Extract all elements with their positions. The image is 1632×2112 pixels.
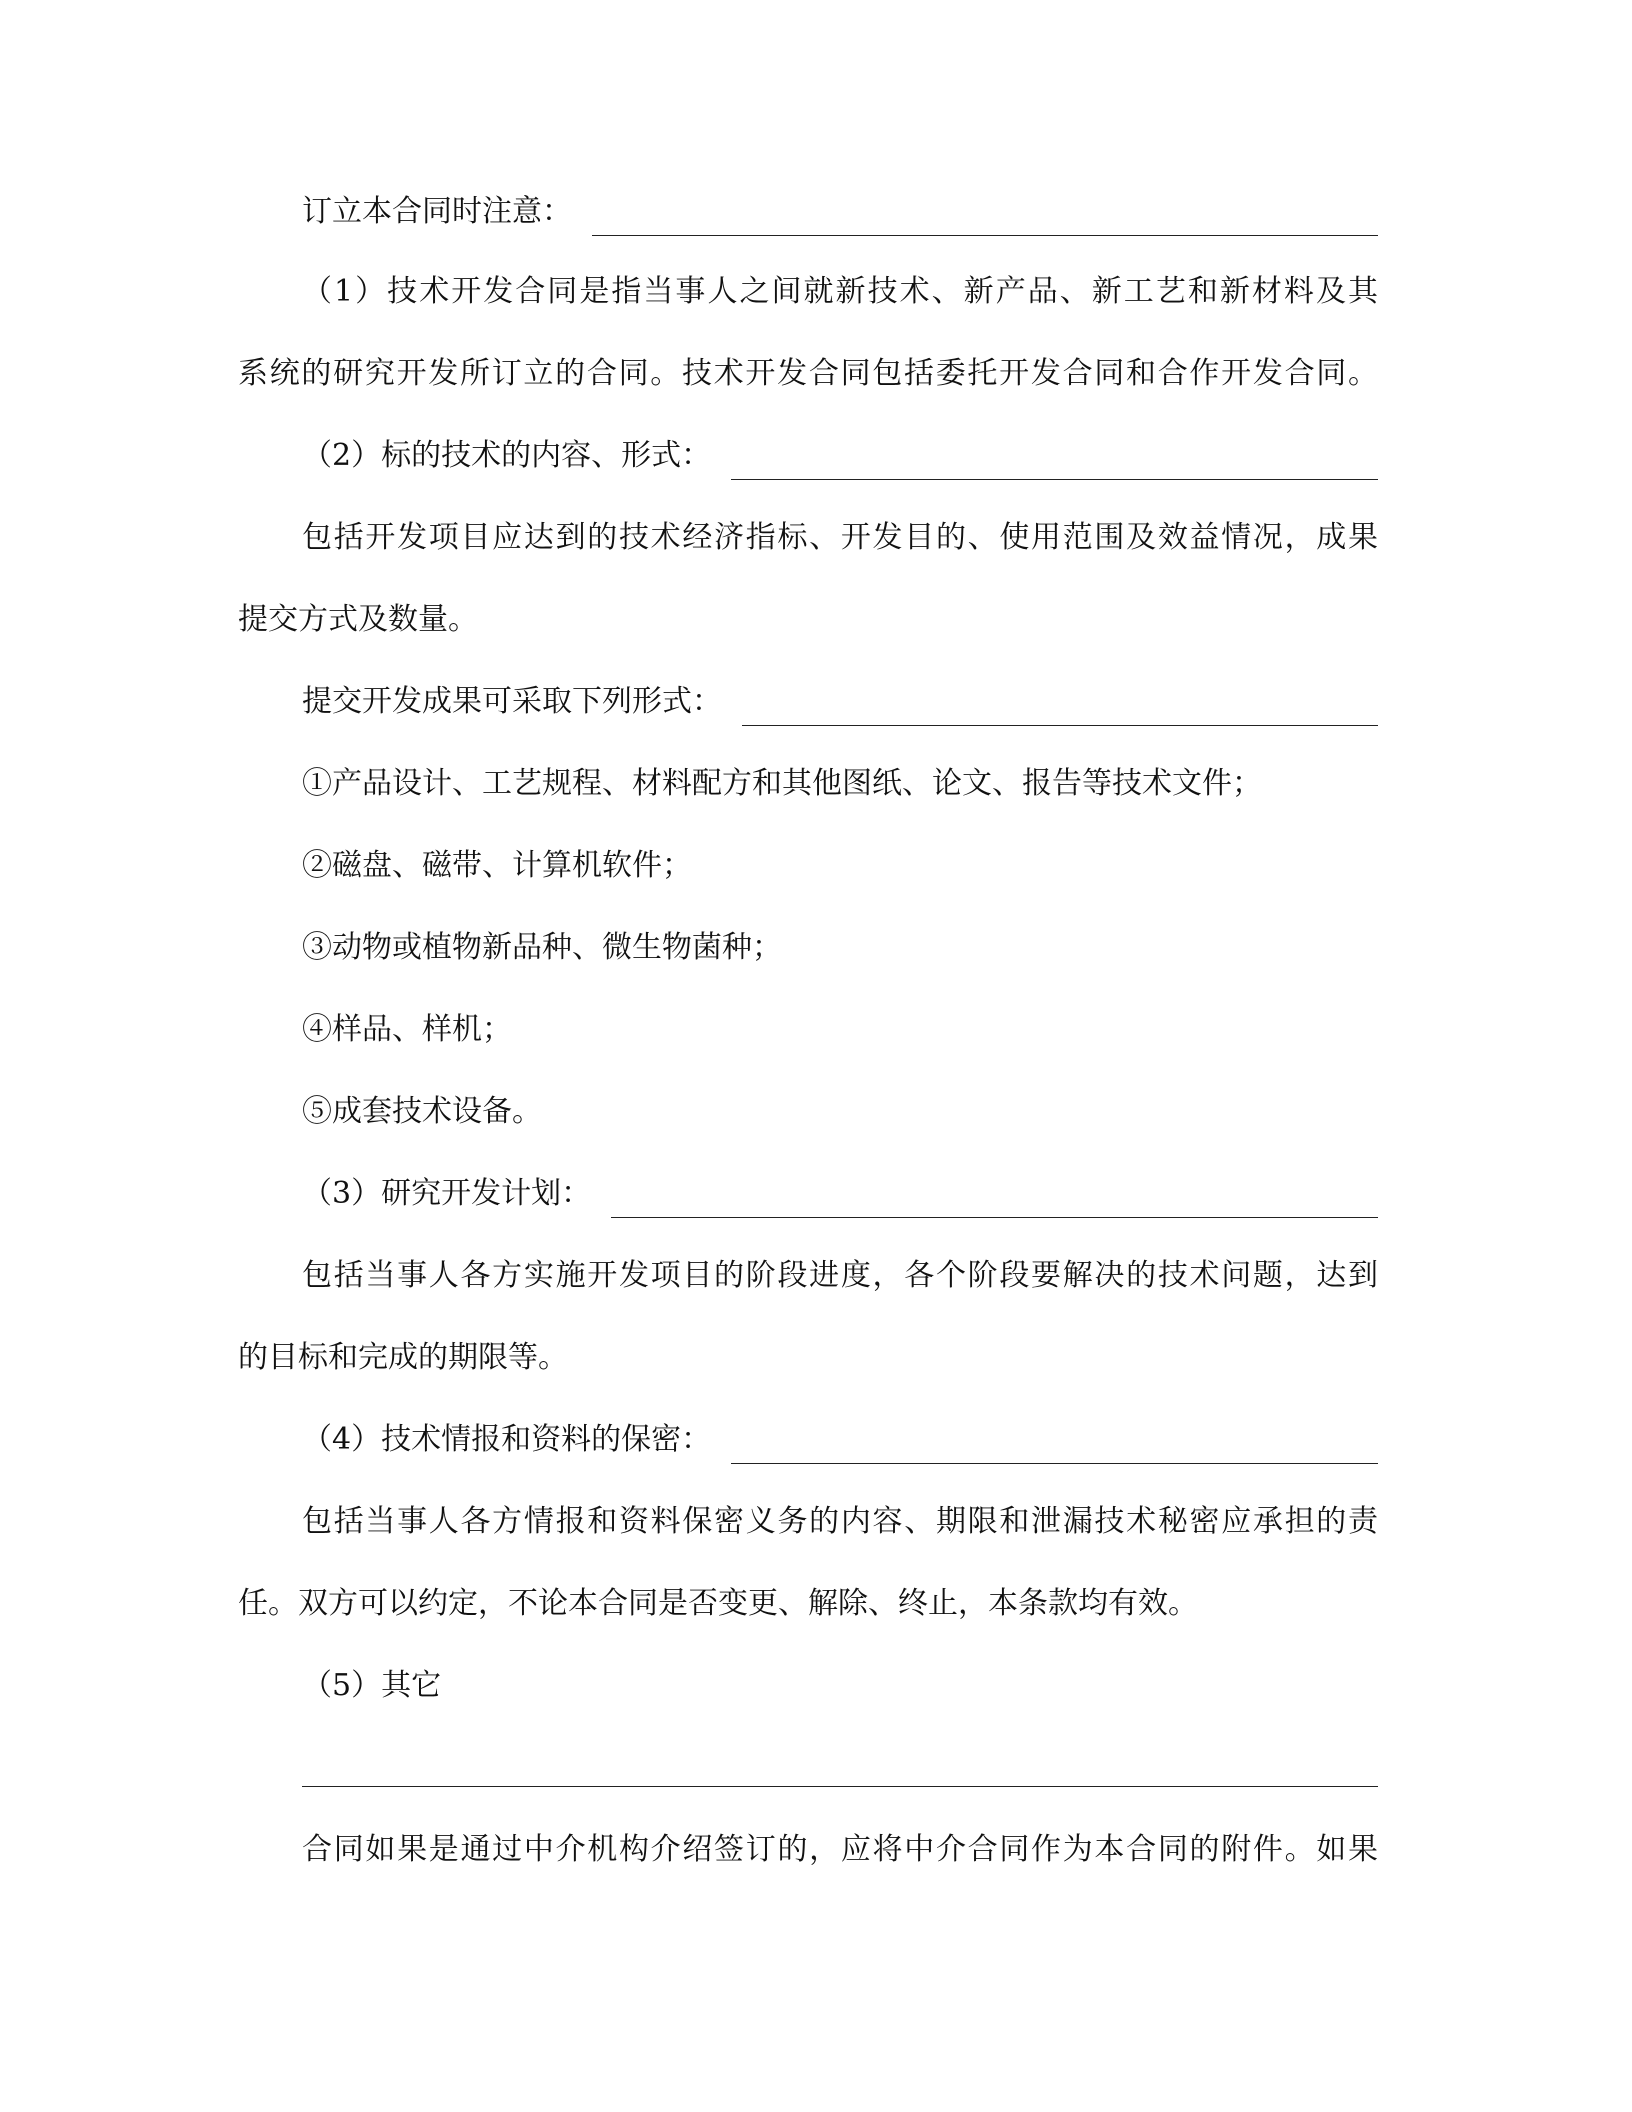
- clause-1-line-2: [238, 354, 1378, 394]
- clause-1-text: （1）技术开发合同是指当事人之间就新技术、新产品、新工艺和新材料及其: [302, 274, 1378, 309]
- list-item: [302, 928, 1378, 968]
- clause-4-heading: （4）技术情报和资料的保密：: [302, 1422, 712, 1457]
- list-item-text: ④样品、样机；: [302, 1012, 512, 1047]
- clause-1-text-cont: 系统的研究开发所订立的合同。技术开发合同包括委托开发合同和合作开发合同。: [238, 356, 1378, 391]
- clause-3-desc-line-1: [302, 1256, 1378, 1296]
- clause-4-desc-cont: 任。双方可以约定，不论本合同是否变更、解除、终止，本条款均有效。: [238, 1586, 1198, 1621]
- clause-4-desc-line-1: [302, 1502, 1378, 1542]
- closing-line: [302, 1830, 1378, 1870]
- fill-in-blank[interactable]: [742, 691, 1378, 726]
- clause-3-desc-cont: 的目标和完成的期限等。: [238, 1340, 568, 1375]
- clause-2-desc-line-1: [302, 518, 1378, 558]
- clause-5-heading-line: [302, 1666, 1378, 1706]
- list-item: [302, 764, 1378, 804]
- forms-heading-line: [302, 682, 1378, 722]
- fill-in-blank[interactable]: [302, 1786, 1378, 1787]
- clause-2-desc-cont: 提交方式及数量。: [238, 602, 478, 637]
- clause-4-desc-line-2: [238, 1584, 1378, 1624]
- fill-in-blank[interactable]: [731, 445, 1378, 480]
- clause-3-heading-line: [302, 1174, 1378, 1214]
- list-item: [302, 1010, 1378, 1050]
- list-item-text: ②磁盘、磁带、计算机软件；: [302, 848, 692, 883]
- clause-3-heading: （3）研究开发计划：: [302, 1176, 592, 1211]
- list-item-text: ①产品设计、工艺规程、材料配方和其他图纸、论文、报告等技术文件；: [302, 766, 1262, 801]
- list-item: [302, 846, 1378, 886]
- clause-3-desc: 包括当事人各方实施开发项目的阶段进度，各个阶段要解决的技术问题，达到: [302, 1258, 1378, 1293]
- clause-2-desc-line-2: [238, 600, 1378, 640]
- clause-1-line-1: [302, 272, 1378, 312]
- list-item: [302, 1092, 1378, 1132]
- closing-text: 合同如果是通过中介机构介绍签订的，应将中介合同作为本合同的附件。如果: [302, 1832, 1378, 1867]
- list-item-text: ③动物或植物新品种、微生物菌种；: [302, 930, 782, 965]
- notice-heading: 订立本合同时注意：: [302, 194, 572, 229]
- clause-2-desc: 包括开发项目应达到的技术经济指标、开发目的、使用范围及效益情况，成果: [302, 520, 1378, 555]
- forms-heading: 提交开发成果可采取下列形式：: [302, 684, 722, 719]
- notice-heading-line: [302, 192, 1378, 232]
- list-item-text: ⑤成套技术设备。: [302, 1094, 542, 1129]
- clause-2-heading: （2）标的技术的内容、形式：: [302, 438, 712, 473]
- fill-in-blank[interactable]: [611, 1183, 1378, 1218]
- fill-in-blank[interactable]: [592, 201, 1378, 236]
- fill-in-blank[interactable]: [731, 1429, 1378, 1464]
- clause-2-heading-line: [302, 436, 1378, 476]
- clause-4-desc: 包括当事人各方情报和资料保密义务的内容、期限和泄漏技术秘密应承担的责: [302, 1504, 1378, 1539]
- clause-3-desc-line-2: [238, 1338, 1378, 1378]
- clause-5-heading: （5）其它: [302, 1668, 442, 1703]
- clause-4-heading-line: [302, 1420, 1378, 1460]
